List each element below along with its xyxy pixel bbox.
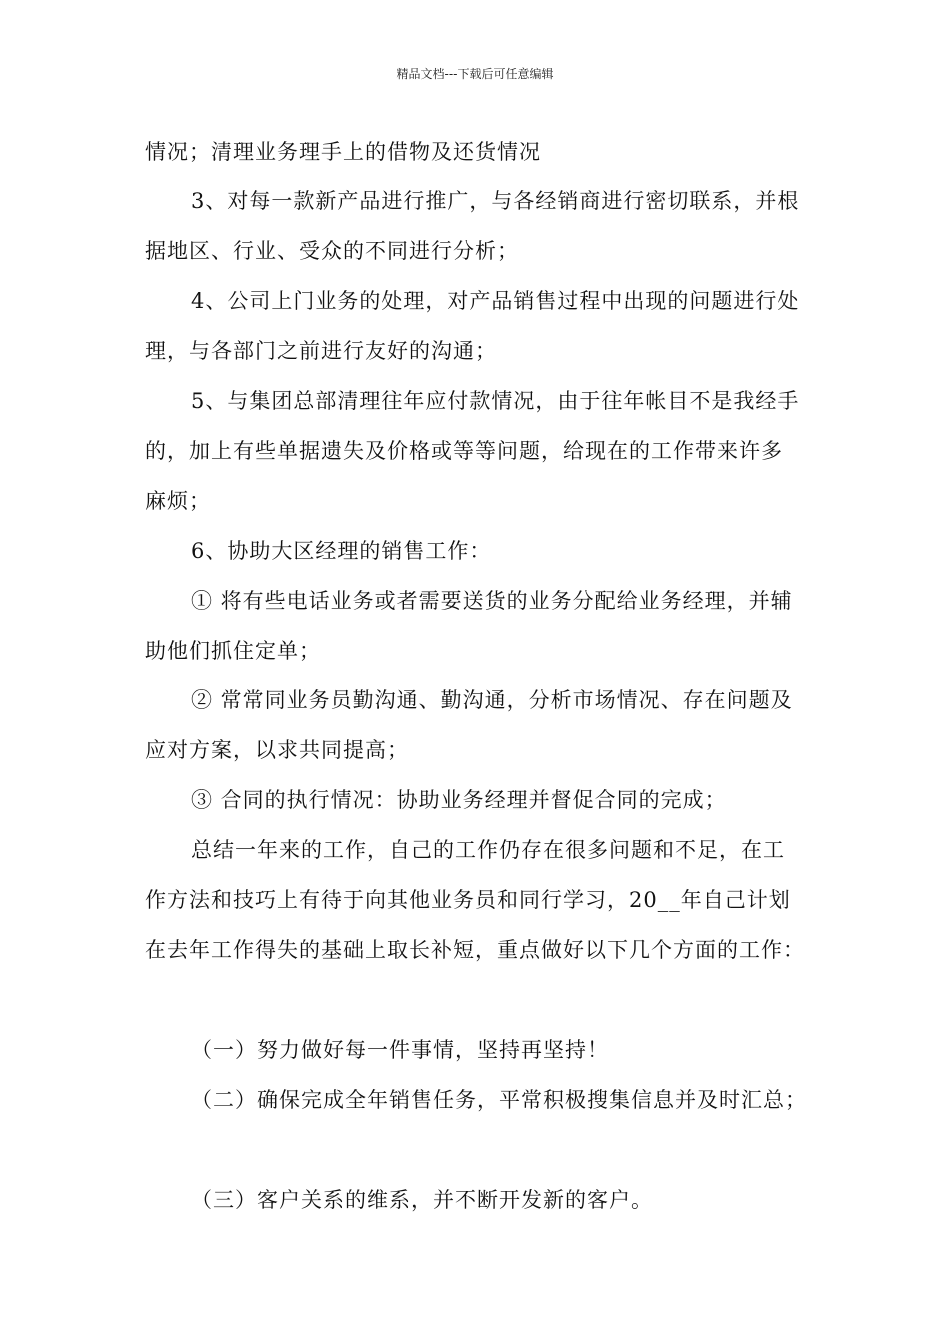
body-line: 5、与集团总部清理往年应付款情况，由于往年帐目不是我经手 bbox=[191, 389, 800, 413]
body-line: 3、对每一款新产品进行推广，与各经销商进行密切联系，并根 bbox=[191, 189, 800, 213]
body-line: 在去年工作得失的基础上取长补短，重点做好以下几个方面的工作： bbox=[145, 938, 805, 962]
body-line: ③ 合同的执行情况：协助业务经理并督促合同的完成； bbox=[191, 788, 727, 812]
body-line: 总结一年来的工作，自己的工作仍存在很多问题和不足，在工 bbox=[191, 838, 785, 862]
body-line: 应对方案，以求共同提高； bbox=[145, 738, 409, 762]
list-item: （一）努力做好每一件事情，坚持再坚持！ bbox=[191, 1038, 609, 1062]
body-line: 据地区、行业、受众的不同进行分析； bbox=[145, 239, 519, 263]
body-line: ② 常常同业务员勤沟通、勤沟通，分析市场情况、存在问题及 bbox=[191, 688, 793, 712]
body-line: 麻烦； bbox=[145, 489, 211, 513]
body-line: 理，与各部门之前进行友好的沟通； bbox=[145, 339, 497, 363]
body-line: 的，加上有些单据遗失及价格或等等问题，给现在的工作带来许多 bbox=[145, 439, 783, 463]
body-line: ① 将有些电话业务或者需要送货的业务分配给业务经理，并辅 bbox=[191, 589, 793, 613]
body-line: 情况；清理业务理手上的借物及还货情况 bbox=[145, 140, 541, 164]
body-line: 4、公司上门业务的处理，对产品销售过程中出现的问题进行处 bbox=[191, 289, 800, 313]
page-header: 精品文档---下载后可任意编辑 bbox=[396, 67, 554, 81]
list-item: （二）确保完成全年销售任务，平常积极搜集信息并及时汇总； bbox=[191, 1088, 807, 1112]
body-line: 6、协助大区经理的销售工作： bbox=[191, 539, 492, 563]
list-item: （三）客户关系的维系，并不断开发新的客户。 bbox=[191, 1188, 653, 1212]
body-line: 作方法和技巧上有待于向其他业务员和同行学习，20__年自己计划 bbox=[145, 888, 791, 912]
body-line: 助他们抓住定单； bbox=[145, 639, 321, 663]
